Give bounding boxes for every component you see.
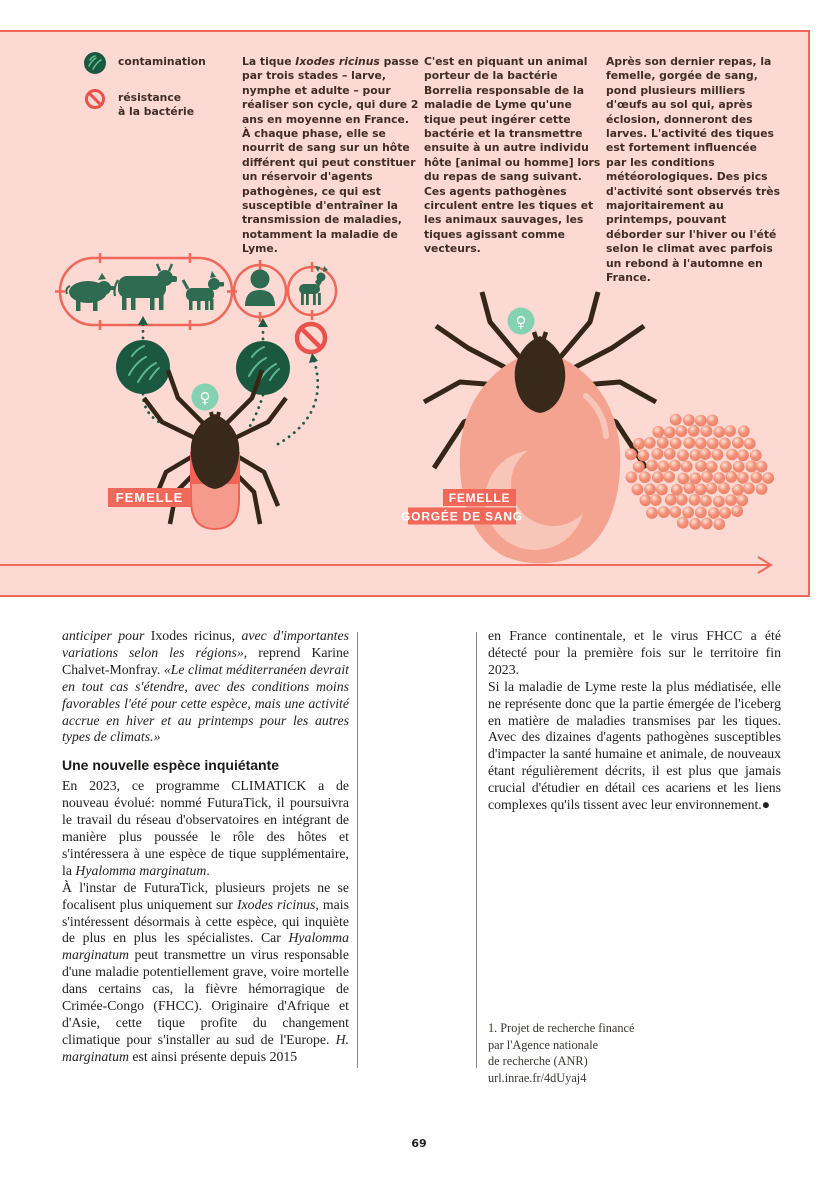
tick-lifecycle-diagram bbox=[0, 32, 808, 595]
column-divider-right bbox=[476, 632, 477, 1068]
timeline-arrow bbox=[0, 557, 771, 573]
svg-text:♀: ♀ bbox=[515, 313, 527, 331]
page-number: 69 bbox=[411, 1137, 427, 1150]
intro-column-2: C'est en piquant un animal porteur de la bactérie Borrelia responsable de la maladie de Lyme qu'une tique peut ingérer cette bactérie et la transmettre ensuite à un autre individu hôte [animal ou homme] lors du repas de sang suivant. Ces agents pathogènes circulent entre les tiques et les animaux sauvages, les tiques agissant comme vecteurs. bbox=[424, 55, 601, 256]
bacteria-circle-left bbox=[116, 340, 170, 394]
human-host-circle bbox=[234, 260, 286, 322]
legend-label-resistance: résistance à la bactérie bbox=[118, 91, 195, 118]
article-right-column bbox=[488, 628, 781, 814]
footnote: 1. Projet de recherche financé par l'Agence nationale de recherche (ANR) url.inrae.fr/4dUyaj4 bbox=[488, 1021, 635, 1085]
prohibition-icon bbox=[297, 324, 325, 352]
paragraph-fhcc: en France continentale, et le virus FHCC a été détecté pour la première fois sur le territoire fin 2023. bbox=[488, 628, 781, 677]
boar-icon bbox=[66, 273, 114, 311]
svg-text:♀: ♀ bbox=[199, 389, 211, 407]
paragraph-hyalomma: À l'instar de FuturaTick, plusieurs projets ne se focalisent plus uniquement sur Ixodes ricinus, mais s'intéressent désormais à cette espèce, qui inquiète de plus en plus les spécialistes. Car Hyalomma marginatum peut transmettre un virus responsable d'une maladie potentiellement grave, voire mortelle dans certains cas, la fièvre hémorragique de Crimée-Congo (FHCC). Originaire d'Afrique et d'Asie, cette tique profite du changement climatique pour s'installer au sud de l'Europe. H. marginatum est ainsi présente depuis 2015 bbox=[62, 879, 349, 1064]
dog-icon bbox=[183, 271, 224, 310]
infographic-panel bbox=[0, 30, 810, 597]
cow-icon bbox=[114, 264, 177, 310]
female-label bbox=[108, 488, 191, 507]
female-symbol-badge-left bbox=[192, 384, 219, 411]
host-animals-pill bbox=[55, 253, 237, 330]
article-left-column bbox=[62, 628, 349, 1066]
legend-label-contamination: contamination bbox=[118, 55, 206, 68]
human-icon bbox=[245, 270, 275, 307]
paragraph-climatick: En 2023, ce programme CLIMATICK a de nouveau évolué: nommé FuturaTick, il poursuivra le travail du réseau d'observatoires en intégrant de manière plus poussée le rôle des hôtes et s'intéressera à une espèce de tique supplémentaire, la Hyalomma marginatum. bbox=[62, 778, 349, 878]
column-divider-left bbox=[357, 632, 358, 1068]
engorged-female-tick-illustration bbox=[401, 292, 656, 564]
deer-icon bbox=[299, 266, 328, 305]
paragraph-conclusion: Si la maladie de Lyme reste la plus médiatisée, elle ne représente donc que la partie émergée de l'iceberg en matière de maladies transmises par les tiques. Avec des dizaines d'agents pathogènes susceptibles d'impacter la santé humaine et animale, de nouveaux étant régulièrement décrits, il est plus que jamais crucial d'étudier en détail ces acariens et les liens complexes qu'ils tissent avec leur environnement.● bbox=[488, 678, 781, 813]
svg-text:FEMELLE: FEMELLE bbox=[115, 490, 184, 505]
section-heading: Une nouvelle espèce inquiétante bbox=[62, 757, 280, 774]
bacteria-circle-right bbox=[236, 341, 290, 395]
female-symbol-badge-right bbox=[508, 308, 535, 335]
svg-text:FEMELLE: FEMELLE bbox=[448, 491, 511, 505]
intro-column-3: Après son dernier repas, la femelle, gorgée de sang, pond plusieurs milliers d'œufs au sol qui, après éclosion, donneront des larves. L'activité des tiques est fortement influencée par les conditions météorologiques. Des pics d'activité sont observés très majoritairement au printemps, pouvant déborder sur l'hiver ou l'été selon le climat avec parfois un rebond à l'automne en France. bbox=[606, 55, 781, 285]
paragraph-quote: anticiper pour Ixodes ricinus, avec d'importantes variations selon les régions», reprend Karine Chalvet-Monfray. «Le climat méditerranéen devrait en tout cas s'étendre, avec des conditions moins favorables l'été pour cette espèce, mais une activité accrue en hiver et au printemps pour les autres types de climats.» bbox=[62, 628, 349, 745]
egg-cluster bbox=[625, 414, 774, 530]
svg-text:GORGÉE DE SANG: GORGÉE DE SANG bbox=[401, 509, 523, 524]
intro-column-1: La tique Ixodes ricinus passe par trois stades – larve, nymphe et adulte – pour réaliser son cycle, qui dure 2 ans en moyenne en France. À chaque phase, elle se nourrit de sang sur un hôte différent qui peut constituer un réservoir d'agents pathogènes, ce qui est susceptible d'entraîner la transmission de maladies, notamment la maladie de Lyme. bbox=[242, 55, 419, 256]
deer-host-circle bbox=[288, 262, 336, 320]
